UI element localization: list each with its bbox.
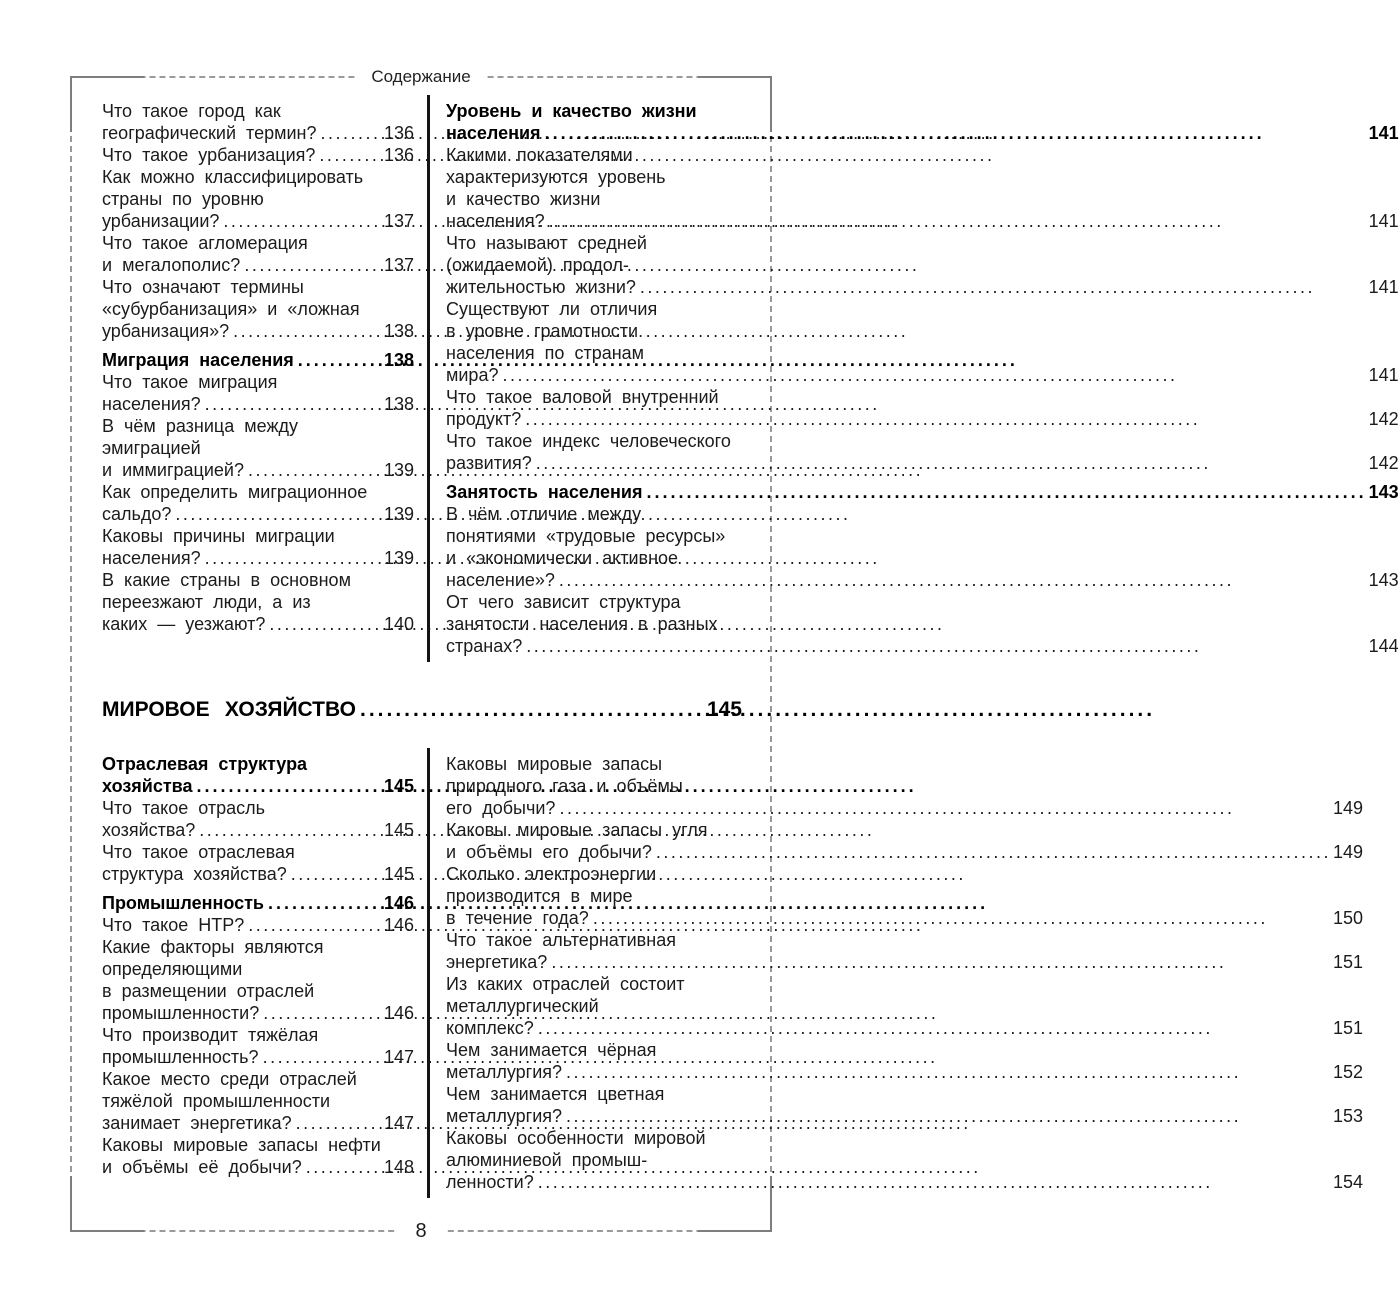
dot-leader: [319, 144, 382, 166]
toc-entry-text: населения?: [446, 211, 545, 231]
toc-entry: [102, 892, 414, 914]
page-number: 8: [397, 1217, 444, 1245]
toc-entry-lastline: [446, 1061, 1363, 1083]
toc-entry-line: Что называют средней: [446, 233, 647, 253]
entry-page-number: 148: [383, 1157, 414, 1177]
dot-leader: [640, 276, 1367, 298]
toc-entry-line: Что такое валовой внутренний: [446, 387, 719, 407]
dot-leader: [244, 254, 382, 276]
dot-leader: [566, 1061, 1331, 1083]
dot-leader: [197, 775, 382, 797]
entry-page-number: 153: [1332, 1106, 1364, 1126]
toc-entry-text: развития?: [446, 453, 532, 473]
toc-entry-line: Что производит тяжёлая: [102, 1025, 319, 1045]
dot-leader: [551, 951, 1331, 973]
toc-entry: [446, 819, 1363, 863]
toc-entry-line: природного газа и объёмы: [446, 776, 683, 796]
toc-entry-line: Сколько электроэнергии: [446, 864, 657, 884]
dot-leader: [545, 122, 1367, 144]
toc-entry-line: производится в мире: [446, 886, 633, 906]
toc-entry: [102, 371, 414, 415]
entry-page-number: 149: [1332, 798, 1364, 818]
toc-entry-text: промышленности?: [102, 1003, 260, 1023]
entry-page-number: 143: [1368, 482, 1399, 502]
entry-page-number: 142: [1368, 409, 1399, 429]
toc-entry-lastline: [446, 452, 1399, 474]
dot-leader: [223, 210, 382, 232]
toc-entry-line: характеризуются уровень: [446, 167, 666, 187]
entry-page-number: 141: [1368, 123, 1399, 143]
toc-entry-line: Отраслевая структура: [102, 754, 308, 774]
dot-leader: [263, 1046, 382, 1068]
toc-entry: [102, 1134, 414, 1178]
entry-page-number: 147: [383, 1113, 414, 1133]
toc-entry-text: и мегалополис?: [102, 255, 241, 275]
toc-entry-text: населения: [446, 123, 541, 143]
toc-entry: [446, 591, 1399, 657]
toc-entry-text: жительностью жизни?: [446, 277, 636, 297]
toc-entry: [446, 232, 1399, 298]
entry-page-number: 137: [383, 211, 414, 231]
toc-entry-text: Промышленность: [102, 893, 264, 913]
dot-leader: [321, 122, 382, 144]
toc-entry: [446, 753, 1363, 819]
toc-entry: [102, 166, 414, 232]
dot-leader: [291, 863, 382, 885]
toc-entry-lastline: [446, 122, 1399, 144]
toc-entry-lastline: [102, 775, 414, 797]
toc-entry-lastline: [102, 349, 414, 371]
dot-leader: [360, 697, 705, 723]
toc-entry-line: Что такое агломерация: [102, 233, 308, 253]
toc-entry-lastline: [102, 1112, 414, 1134]
toc-entry-line: алюминиевой промыш-: [446, 1150, 648, 1170]
toc-entry-text: ленности?: [446, 1172, 534, 1192]
toc-entry-text: Миграция населения: [102, 350, 294, 370]
toc-entry-line: Что такое миграция: [102, 372, 278, 392]
dot-leader: [526, 635, 1366, 657]
entry-page-number: 141: [1368, 365, 1399, 385]
dot-leader: [205, 547, 382, 569]
dot-leader: [538, 1171, 1331, 1193]
dot-leader: [549, 210, 1367, 232]
toc-entry-text: его добычи?: [446, 798, 556, 818]
entry-page-number: 146: [383, 893, 414, 913]
toc-entry: [446, 1127, 1363, 1193]
toc-entry-text: металлургия?: [446, 1062, 563, 1082]
toc-entry-line: Из каких отраслей состоит: [446, 974, 685, 994]
dot-leader: [268, 892, 382, 914]
toc-entry: [446, 1083, 1363, 1127]
toc-entry-text: географический термин?: [102, 123, 317, 143]
toc-top-block: [102, 100, 1399, 657]
toc-entry-line: Что такое отраслевая: [102, 842, 295, 862]
toc-entry-lastline: [102, 819, 414, 841]
toc-entry-line: эмиграцией: [102, 438, 201, 458]
toc-entry-line: Чем занимается цветная: [446, 1084, 665, 1104]
toc-entry-text: урбанизация»?: [102, 321, 230, 341]
toc-entry: [446, 100, 1399, 144]
toc-entry-text: занимает энергетика?: [102, 1113, 292, 1133]
toc-entry: [446, 430, 1399, 474]
section-header-row: [102, 697, 742, 723]
toc-entry-text: хозяйства?: [102, 820, 196, 840]
entry-page-number: 140: [383, 614, 414, 634]
toc-content: [72, 78, 1399, 1230]
dot-leader: [233, 320, 382, 342]
toc-entry-line: Какое место среди отраслей: [102, 1069, 357, 1089]
entry-page-number: 145: [383, 864, 414, 884]
toc-entry-line: Каковы мировые запасы угля: [446, 820, 708, 840]
dot-leader: [175, 503, 382, 525]
toc-entry-line: и качество жизни: [446, 189, 601, 209]
toc-entry-lastline: [102, 459, 414, 481]
toc-entry-text: продукт?: [446, 409, 522, 429]
dot-leader: [559, 797, 1331, 819]
toc-entry-lastline: [102, 547, 414, 569]
toc-entry: [446, 481, 1399, 503]
toc-entry-line: В какие страны в основном: [102, 570, 351, 590]
dot-leader: [538, 1017, 1331, 1039]
dot-leader: [205, 393, 382, 415]
toc-entry-line: в размещении отраслей: [102, 981, 315, 1001]
toc-entry-lastline: [446, 1105, 1363, 1127]
entry-page-number: 146: [383, 1003, 414, 1023]
toc-entry-lastline: [446, 569, 1399, 591]
toc-entry-text: Что такое НТР?: [102, 915, 245, 935]
toc-entry: [446, 973, 1363, 1039]
toc-entry-text: в течение года?: [446, 908, 589, 928]
toc-entry-line: тяжёлой промышленности: [102, 1091, 331, 1111]
dot-leader: [566, 1105, 1331, 1127]
toc-entry-line: Каковы причины миграции: [102, 526, 335, 546]
entry-page-number: 138: [383, 350, 414, 370]
toc-entry-lastline: [446, 276, 1399, 298]
toc-entry-text: мира?: [446, 365, 499, 385]
page-frame: [70, 67, 1399, 1242]
entry-page-number: 136: [383, 145, 414, 165]
toc-bottom-block: [102, 753, 1364, 1193]
entry-page-number: 143: [1368, 570, 1399, 590]
toc-entry-lastline: [102, 393, 414, 415]
entry-page-number: 144: [1368, 636, 1399, 656]
dot-leader: [559, 569, 1367, 591]
toc-entry-lastline: [446, 841, 1363, 863]
column-divider-bottom: [427, 748, 430, 1198]
toc-entry-line: Что такое альтернативная: [446, 930, 676, 950]
toc-entry: [102, 797, 414, 841]
toc-entry-line: Что означают термины: [102, 277, 304, 297]
toc-entry-line: «субурбанизация» и «ложная: [102, 299, 360, 319]
column-divider-top: [427, 95, 430, 662]
toc-entry: [102, 525, 414, 569]
entry-page-number: 147: [383, 1047, 414, 1067]
toc-entry: [102, 144, 414, 166]
toc-entry: [102, 1024, 414, 1068]
entry-page-number: 151: [1332, 1018, 1364, 1038]
toc-entry-lastline: [446, 635, 1399, 657]
dot-leader: [646, 481, 1366, 503]
toc-entry-text: странах?: [446, 636, 523, 656]
dot-leader: [593, 907, 1331, 929]
toc-entry-lastline: [102, 122, 414, 144]
toc-entry-text: каких — уезжают?: [102, 614, 266, 634]
toc-entry-line: Уровень и качество жизни: [446, 101, 697, 121]
toc-entry-lastline: [446, 364, 1399, 386]
toc-entry-lastline: [446, 951, 1363, 973]
toc-entry: [102, 232, 414, 276]
toc-entry-line: металлургический: [446, 996, 599, 1016]
entry-page-number: 138: [383, 321, 414, 341]
dot-leader: [248, 459, 382, 481]
entry-page-number: 150: [1332, 908, 1364, 928]
toc-entry-line: Какими показателями: [446, 145, 633, 165]
toc-entry-line: Каковы мировые запасы: [446, 754, 663, 774]
entry-page-number: 152: [1332, 1062, 1364, 1082]
toc-entry-line: занятости населения в разных: [446, 614, 718, 634]
toc-entry-text: урбанизации?: [102, 211, 220, 231]
toc-entry-text: Что такое урбанизация?: [102, 145, 316, 165]
toc-entry-line: В чём отличие между: [446, 504, 642, 524]
toc-column-top-left: [102, 100, 414, 657]
dot-leader: [656, 841, 1331, 863]
toc-entry: [102, 841, 414, 885]
toc-entry-line: населения по странам: [446, 343, 645, 363]
toc-entry-lastline: [446, 481, 1399, 503]
toc-entry-lastline: [102, 1156, 414, 1178]
toc-entry-lastline: [102, 1002, 414, 1024]
toc-entry-line: страны по уровню: [102, 189, 264, 209]
toc-entry-text: и объёмы его добычи?: [446, 842, 652, 862]
toc-entry-line: (ожидаемой) продол-: [446, 255, 629, 275]
toc-entry-line: Каковы особенности мировой: [446, 1128, 706, 1148]
toc-column-top-right: [446, 100, 1399, 657]
toc-entry: [446, 144, 1399, 232]
entry-page-number: 137: [383, 255, 414, 275]
toc-entry-lastline: [102, 503, 414, 525]
toc-entry-text: комплекс?: [446, 1018, 534, 1038]
toc-entry-line: Как можно классифицировать: [102, 167, 364, 187]
entry-page-number: 142: [1368, 453, 1399, 473]
dot-leader: [296, 1112, 382, 1134]
toc-entry-line: Чем занимается чёрная: [446, 1040, 657, 1060]
dot-leader: [269, 613, 382, 635]
toc-entry: [446, 503, 1399, 591]
toc-entry-lastline: [446, 1017, 1363, 1039]
dot-leader: [298, 349, 382, 371]
dot-leader: [306, 1156, 382, 1178]
toc-entry-line: Существуют ли отличия: [446, 299, 658, 319]
running-head-title: Содержание: [355, 64, 486, 90]
toc-entry-line: и «экономически активное: [446, 548, 679, 568]
toc-entry-lastline: [446, 408, 1399, 430]
toc-entry-lastline: [102, 613, 414, 635]
toc-entry: [102, 415, 414, 481]
toc-entry: [102, 276, 414, 342]
entry-page-number: 138: [383, 394, 414, 414]
toc-entry-line: в уровне грамотности: [446, 321, 639, 341]
toc-entry-lastline: [446, 1171, 1363, 1193]
toc-entry: [446, 929, 1363, 973]
toc-entry: [102, 481, 414, 525]
toc-entry-line: определяющими: [102, 959, 243, 979]
entry-page-number: 154: [1332, 1172, 1364, 1192]
toc-entry: [446, 386, 1399, 430]
toc-entry: [102, 569, 414, 635]
toc-entry-line: Как определить миграционное: [102, 482, 368, 502]
toc-entry: [102, 936, 414, 1024]
toc-entry-line: Какие факторы являются: [102, 937, 324, 957]
toc-entry: [446, 1039, 1363, 1083]
entry-page-number: 145: [383, 820, 414, 840]
entry-page-number: 139: [383, 548, 414, 568]
dot-leader: [502, 364, 1366, 386]
dot-leader: [248, 914, 382, 936]
toc-entry-lastline: [102, 892, 414, 914]
toc-entry: [102, 349, 414, 371]
toc-entry-line: Что такое город как: [102, 101, 281, 121]
entry-page-number: 145: [383, 776, 414, 796]
toc-entry-line: Что такое индекс человеческого: [446, 431, 731, 451]
section-header-title: МИРОВОЕ ХОЗЯЙСТВО: [102, 698, 356, 721]
dot-leader: [199, 819, 382, 841]
toc-entry-text: структура хозяйства?: [102, 864, 287, 884]
toc-entry-text: промышленность?: [102, 1047, 259, 1067]
entry-page-number: 141: [1368, 211, 1399, 231]
toc-entry-text: энергетика?: [446, 952, 548, 972]
dot-leader: [536, 452, 1367, 474]
toc-entry-text: населения?: [102, 548, 201, 568]
entry-page-number: 151: [1332, 952, 1364, 972]
toc-entry-text: Занятость населения: [446, 482, 643, 502]
toc-entry: [102, 100, 414, 144]
toc-entry-text: металлургия?: [446, 1106, 563, 1126]
entry-page-number: 141: [1368, 277, 1399, 297]
toc-entry-lastline: [446, 210, 1399, 232]
toc-entry-text: и иммиграцией?: [102, 460, 244, 480]
toc-entry: [446, 298, 1399, 386]
toc-entry-line: Что такое отрасль: [102, 798, 266, 818]
toc-entry: [102, 753, 414, 797]
entry-page-number: 146: [383, 915, 414, 935]
toc-entry-text: сальдо?: [102, 504, 172, 524]
toc-entry-line: От чего зависит структура: [446, 592, 681, 612]
toc-entry: [102, 1068, 414, 1134]
toc-entry-lastline: [102, 210, 414, 232]
entry-page-number: 139: [383, 460, 414, 480]
entry-page-number: 139: [383, 504, 414, 524]
toc-entry-lastline: [446, 907, 1363, 929]
toc-entry-text: населения?: [102, 394, 201, 414]
toc-entry: [102, 914, 414, 936]
toc-entry-lastline: [102, 144, 414, 166]
dot-leader: [263, 1002, 382, 1024]
toc-entry-lastline: [102, 863, 414, 885]
toc-entry-text: хозяйства: [102, 776, 193, 796]
toc-entry: [446, 863, 1363, 929]
toc-entry-lastline: [446, 797, 1363, 819]
toc-entry-lastline: [102, 320, 414, 342]
entry-page-number: 149: [1332, 842, 1364, 862]
toc-entry-text: население»?: [446, 570, 555, 590]
toc-entry-text: и объёмы её добычи?: [102, 1157, 302, 1177]
toc-entry-line: Каковы мировые запасы нефти: [102, 1135, 381, 1155]
toc-entry-lastline: [102, 914, 414, 936]
entry-page-number: 136: [383, 123, 414, 143]
toc-entry-line: В чём разница между: [102, 416, 299, 436]
toc-entry-line: переезжают люди, а из: [102, 592, 311, 612]
toc-column-bottom-left: [102, 753, 414, 1193]
toc-column-bottom-right: [446, 753, 1363, 1193]
toc-entry-lastline: [102, 1046, 414, 1068]
section-header-page-number: 145: [706, 698, 742, 721]
dot-leader: [525, 408, 1366, 430]
toc-entry-line: понятиями «трудовые ресурсы»: [446, 526, 726, 546]
toc-entry-lastline: [102, 254, 414, 276]
